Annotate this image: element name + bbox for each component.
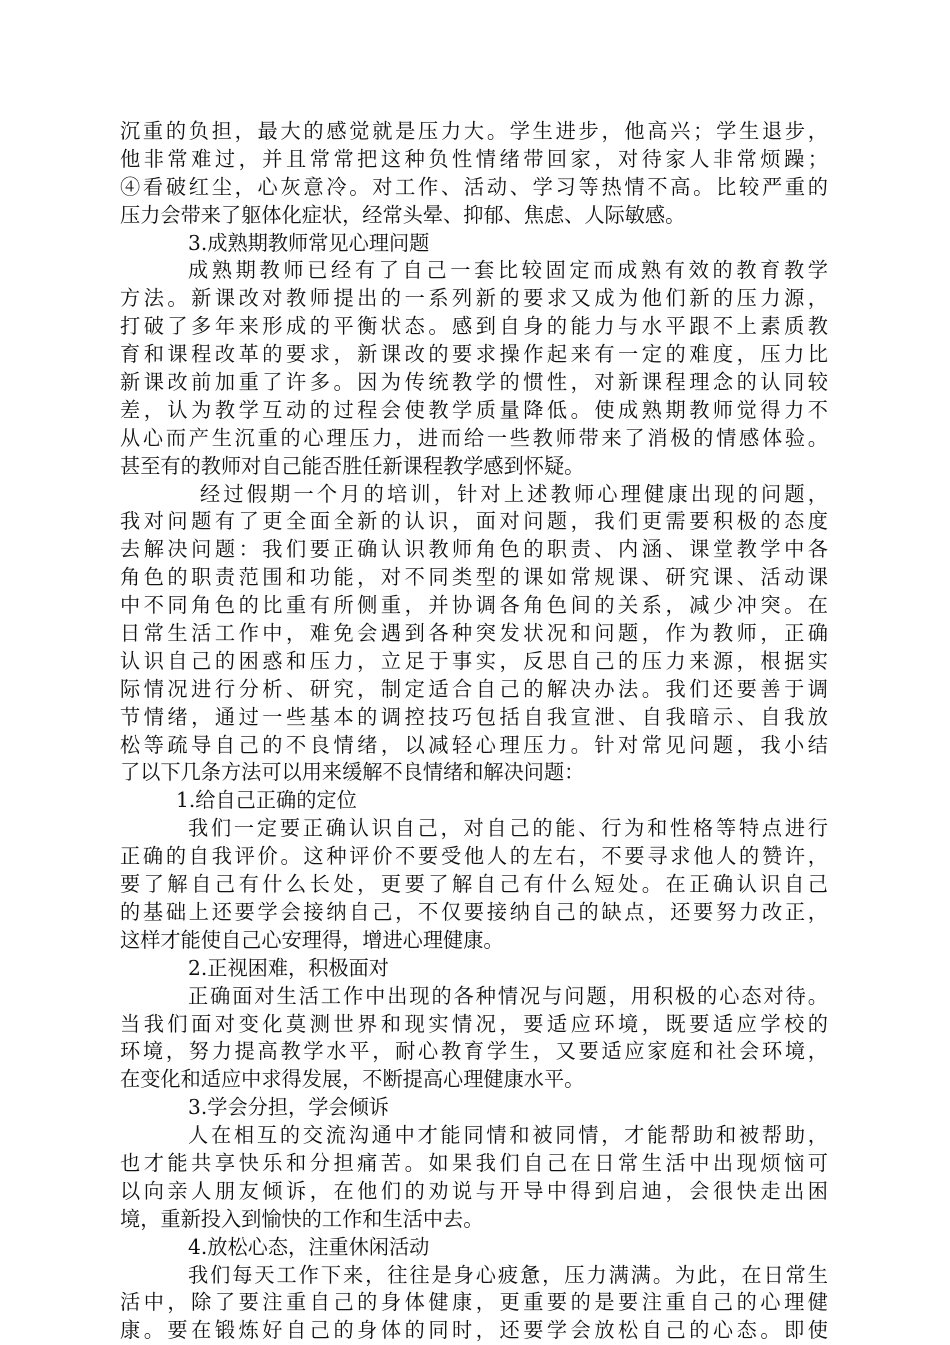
paragraph-line: 角色的职责范围和功能，对不同类型的课如常规课、研究课、活动课 — [120, 565, 828, 590]
paragraph-line: 方法。新课改对教师提出的一系列新的要求又成为他们新的压力源， — [120, 286, 828, 311]
paragraph-line: 我对问题有了更全面全新的认识，面对问题，我们更需要积极的态度 — [120, 509, 828, 534]
paragraph-line: 松等疏导自己的不良情绪，以减轻心理压力。针对常见问题，我小结 — [120, 732, 828, 757]
paragraph-line: 这样才能使自己心安理得，增进心理健康。 — [120, 927, 504, 952]
paragraph-line: 我们每天工作下来，往往是身心疲惫，压力满满。为此，在日常生 — [188, 1262, 828, 1287]
section-heading: 4.放松心态，注重休闲活动 — [188, 1234, 430, 1259]
paragraph-line: 中不同角色的比重有所侧重，并协调各角色间的关系，减少冲突。在 — [120, 593, 828, 618]
section-heading: 3.成熟期教师常见心理问题 — [188, 230, 430, 255]
paragraph-line: 要了解自己有什么长处，更要了解自己有什么短处。在正确认识自己 — [120, 872, 828, 897]
paragraph-line: 我们一定要正确认识自己，对自己的能、行为和性格等特点进行 — [188, 816, 828, 841]
paragraph-line: 也才能共享快乐和分担痛苦。如果我们自己在日常生活中出现烦恼可 — [120, 1150, 828, 1175]
paragraph-line: 甚至有的教师对自己能否胜任新课程教学感到怀疑。 — [120, 453, 585, 478]
paragraph-line: 康。要在锻炼好自己的身体的同时，还要学会放松自己的心态。即使 — [120, 1318, 828, 1343]
section-heading: 3.学会分担，学会倾诉 — [188, 1095, 389, 1120]
paragraph-line: ④看破红尘，心灰意冷。对工作、活动、学习等热情不高。比较严重的 — [120, 174, 828, 199]
paragraph-line: 正确面对生活工作中出现的各种情况与问题，用积极的心态对待。 — [188, 983, 828, 1008]
paragraph-line: 打破了多年来形成的平衡状态。感到自身的能力与水平跟不上素质教 — [120, 314, 828, 339]
paragraph-line: 环境，努力提高教学水平，耐心教育学生，又要适应家庭和社会环境， — [120, 1039, 828, 1064]
paragraph-line: 认识自己的困惑和压力，立足于事实，反思自己的压力来源，根据实 — [120, 648, 828, 673]
paragraph-line: 日常生活工作中，难免会遇到各种突发状况和问题，作为教师，正确 — [120, 621, 828, 646]
paragraph-line: 的基础上还要学会接纳自己，不仅要接纳自己的缺点，还要努力改正， — [120, 899, 828, 924]
paragraph-line: 差，认为教学互动的过程会使教学质量降低。使成熟期教师觉得力不 — [120, 397, 828, 422]
paragraph-line: 了以下几条方法可以用来缓解不良情绪和解决问题： — [120, 760, 585, 785]
paragraph-line: 活中，除了要注重自己的身体健康，更重要的是要注重自己的心理健 — [120, 1290, 828, 1315]
paragraph-line: 节情绪，通过一些基本的调控技巧包括自我宣泄、自我暗示、自我放 — [120, 704, 828, 729]
paragraph-line: 他非常难过，并且常常把这种负性情绪带回家，对待家人非常烦躁； — [120, 146, 828, 171]
paragraph-line: 新课改前加重了许多。因为传统教学的惯性，对新课程理念的认同较 — [120, 370, 828, 395]
paragraph-line: 以向亲人朋友倾诉，在他们的劝说与开导中得到启迪，会很快走出困 — [120, 1178, 828, 1203]
paragraph-line: 压力会带来了躯体化症状，经常头晕、抑郁、焦虑、人际敏感。 — [120, 202, 686, 227]
section-heading: 2.正视困难，积极面对 — [188, 955, 389, 980]
paragraph-line: 当我们面对变化莫测世界和现实情况，要适应环境，既要适应学校的 — [120, 1011, 828, 1036]
paragraph-line: 境，重新投入到愉快的工作和生活中去。 — [120, 1206, 484, 1231]
paragraph-line: 从心而产生沉重的心理压力，进而给一些教师带来了消极的情感体验。 — [120, 425, 828, 450]
paragraph-line: 育和课程改革的要求，新课改的要求操作起来有一定的难度，压力比 — [120, 342, 828, 367]
paragraph-line: 在变化和适应中求得发展，不断提高心理健康水平。 — [120, 1067, 585, 1092]
paragraph-line: 经过假期一个月的培训，针对上述教师心理健康出现的问题， — [200, 481, 828, 506]
paragraph-line: 际情况进行分析、研究，制定适合自己的解决办法。我们还要善于调 — [120, 676, 828, 701]
section-heading: 1.给自己正确的定位 — [176, 788, 357, 813]
paragraph-line: 成熟期教师已经有了自己一套比较固定而成熟有效的教育教学 — [188, 258, 828, 283]
paragraph-line: 去解决问题：我们要正确认识教师角色的职责、内涵、课堂教学中各 — [120, 537, 828, 562]
paragraph-line: 沉重的负担，最大的感觉就是压力大。学生进步，他高兴；学生退步， — [120, 119, 828, 143]
paragraph-line: 正确的自我评价。这种评价不要受他人的左右，不要寻求他人的赞许， — [120, 844, 828, 869]
document-page — [120, 118, 828, 1345]
paragraph-line: 人在相互的交流沟通中才能同情和被同情，才能帮助和被帮助， — [188, 1123, 828, 1148]
